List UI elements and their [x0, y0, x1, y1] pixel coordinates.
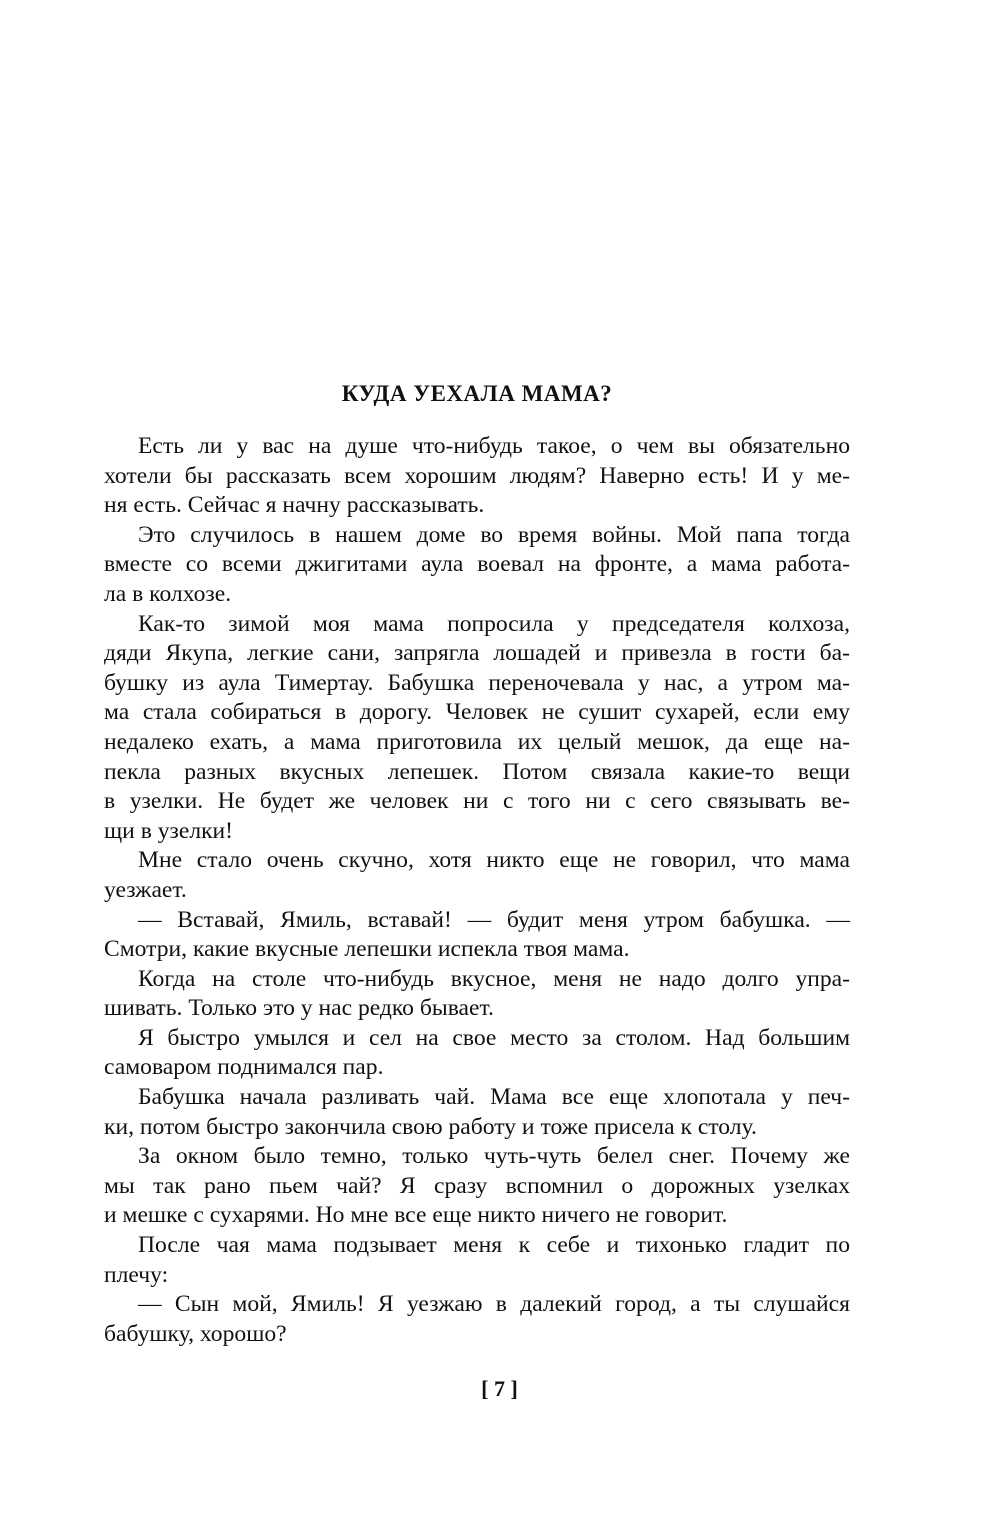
text-line: Когда на столе что-нибудь вкусное, меня не надо долго упра-: [138, 965, 850, 992]
paragraph: [104, 1024, 850, 1083]
text-line: бушку из аула Тимертау. Бабушка переночевала у нас, а утром ма-: [104, 669, 850, 696]
text-line: ла в колхозе.: [104, 580, 232, 607]
paragraph: [104, 1142, 850, 1231]
text-line: — Сын мой, Ямиль! Я уезжаю в далекий город, а ты слушайся: [138, 1291, 850, 1318]
text-line: Есть ли у вас на душе что-нибудь такое, о чем вы обязательно: [138, 433, 850, 459]
paragraph: [104, 521, 850, 610]
page-body: [104, 380, 850, 1349]
text-line: ки, потом быстро закончила свою работу и тоже присела к столу.: [104, 1113, 757, 1140]
paragraph: [104, 846, 850, 905]
text-line: Как-то зимой моя мама попросила у председателя колхоза,: [138, 610, 850, 637]
text-line: щи в узелки!: [104, 817, 234, 844]
text-line: плечу:: [104, 1261, 169, 1288]
text-line: Я быстро умылся и сел на свое место за столом. Над большим: [138, 1024, 850, 1051]
text-line: и мешке с сухарями. Но мне все еще никто ничего не говорит.: [104, 1202, 728, 1229]
text-line: Смотри, какие вкусные лепешки испекла твоя мама.: [104, 936, 630, 963]
text-line: мы так рано пьем чай? Я сразу вспомнил о дорожных узелках: [104, 1172, 850, 1199]
text-line: дяди Якупа, легкие сани, запрягла лошадей и привезла в гости ба-: [104, 640, 850, 667]
paragraph: [104, 1083, 850, 1142]
text-line: шивать. Только это у нас редко бывает.: [104, 995, 494, 1022]
text-line: хотели бы рассказать всем хорошим людям? Наверно есть! И у ме-: [104, 462, 850, 489]
text-line: пекла разных вкусных лепешек. Потом связала какие-то вещи: [104, 758, 850, 785]
text-body: [104, 432, 850, 1349]
text-line: — Вставай, Ямиль, вставай! — будит меня утром бабушка. —: [138, 906, 850, 933]
text-line: самоваром поднимался пар.: [104, 1054, 384, 1081]
text-line: уезжает.: [104, 876, 187, 903]
text-line: бабушку, хорошо?: [104, 1320, 287, 1347]
chapter-title: КУДА УЕХАЛА МАМА?: [341, 381, 613, 406]
text-line: Бабушка начала разливать чай. Мама все еще хлопотала у печ-: [138, 1084, 850, 1111]
text-line: ня есть. Сейчас я начну рассказывать.: [104, 492, 485, 519]
text-line: в узелки. Не будет же человек ни с того ни с сего связывать ве-: [104, 788, 850, 815]
paragraph: [104, 610, 850, 847]
text-line: ма стала собираться в дорогу. Человек не сушит сухарей, если ему: [104, 699, 850, 726]
paragraph: [104, 1231, 850, 1290]
paragraph: [104, 906, 850, 965]
text-line: вместе со всеми джигитами аула воевал на фронте, а мама работа-: [104, 551, 850, 578]
paragraph: [104, 432, 850, 521]
text-line: Мне стало очень скучно, хотя никто еще не говорил, что мама: [138, 847, 850, 874]
text-line: недалеко ехать, а мама приготовила их целый мешок, да еще на-: [104, 728, 850, 755]
page-number: [ 7 ]: [481, 1376, 518, 1401]
text-line: Это случилось в нашем доме во время войны. Мой папа тогда: [138, 521, 850, 548]
paragraph: [104, 965, 850, 1024]
paragraph: [104, 1290, 850, 1349]
text-line: За окном было темно, только чуть-чуть белел снег. Почему же: [138, 1143, 850, 1170]
text-line: После чая мама подзывает меня к себе и тихонько гладит по: [138, 1232, 850, 1259]
